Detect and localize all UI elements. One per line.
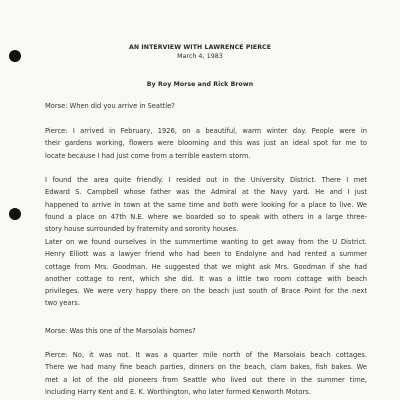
text-line: Morse: When did you arrive in Seattle? [45, 102, 175, 110]
document-date: March 4, 1983 [177, 53, 223, 60]
paragraph-endolyne [45, 236, 367, 310]
paragraph-answer-2 [45, 349, 367, 398]
text-line: story house surrounded by fraternity and sorority houses. [45, 225, 239, 234]
text-line: two years. [45, 299, 80, 308]
text-line: privileges. We were very happy there on the beach just south of Brace Point for the next [45, 287, 367, 296]
paragraph-question-2 [45, 325, 367, 337]
text-line: met a lot of the old pioneers from Seattle who lived out there in the summer time, [45, 375, 367, 384]
text-line: their gardens working, flowers were blooming and this was just an ideal spot for me to [45, 139, 367, 148]
paragraph-answer-1 [45, 125, 367, 162]
text-line: Pierce: No, it was not. It was a quarter mile north of the Marsolais beach cottages. [45, 351, 367, 359]
text-line: There we had many fine beach parties, dinners on the beach, clam bakes, fish bakes. We [45, 363, 367, 372]
paragraph-university-district [45, 174, 367, 235]
text-line: cottage from Mrs. Goodman. He suggested that we might ask Mrs. Goodman if she had [45, 262, 367, 271]
text-line: Morse: Was this one of the Marsolais homes? [45, 327, 196, 335]
text-line: found a place on 47th N.E. where we boarded so to speak with others in a large three- [45, 212, 367, 221]
text-line: including Harry Kent and E. K. Worthington, who later formed Kenworth Motors. [45, 387, 311, 396]
text-line: Henry Elliott was a lawyer friend who had been to Endolyne and had rented a summer [45, 250, 367, 259]
text-line: Later on we found ourselves in the summertime wanting to get away from the U District. [45, 238, 367, 246]
document-byline: By Roy Morse and Rick Brown [146, 81, 254, 88]
text-line: Pierce: I arrived in February, 1926, on a beautiful, warm winter day. People were in [45, 127, 367, 135]
text-line: happened to arrive in town at the same time and both were looking for a place to live. We [45, 200, 367, 209]
text-line: another cottage to rent, which she did. It was a little two room cottage with beach [45, 274, 367, 283]
text-line: Edward S. Campbell whose father was the Admiral at the Navy yard. He and I just [45, 188, 367, 197]
paragraph-question-1 [45, 100, 367, 112]
document-title: AN INTERVIEW WITH LAWRENCE PIERCE [128, 44, 272, 51]
punch-hole-middle [9, 208, 21, 220]
text-line: I found the area quite friendly. I resided out in the University District. There I met [45, 176, 367, 184]
text-line: locate because I had just come from a terrible eastern storm. [45, 151, 251, 160]
